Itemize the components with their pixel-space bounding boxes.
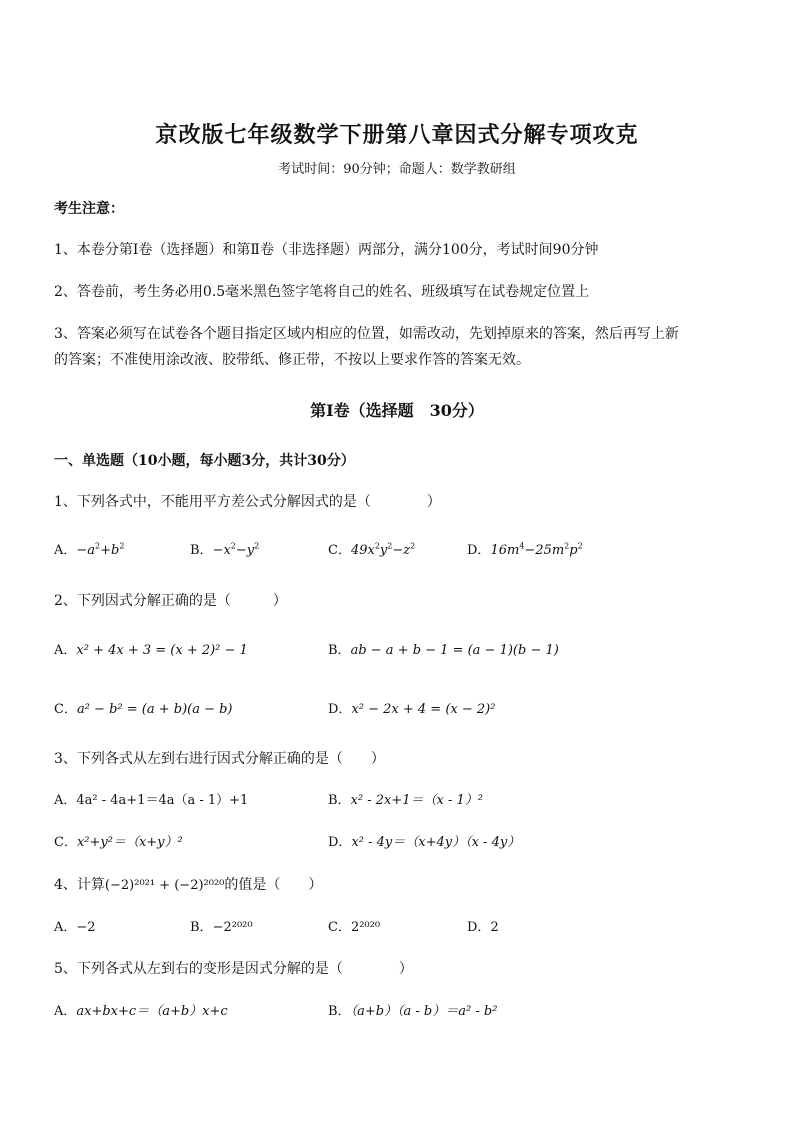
q4-option-b: B．−2²⁰²⁰ — [190, 920, 253, 935]
notice-item-2: 2、答卷前，考生务必用0.5毫米黑色签字笔将自己的姓名、班级填写在试卷规定位置上 — [54, 284, 590, 300]
q2-option-c: C．a² − b² = (a + b)(a − b) — [54, 702, 233, 717]
page-title: 京改版七年级数学下册第八章因式分解专项攻克 — [155, 122, 639, 148]
part-title: 一、单选题（10小题，每小题3分，共计30分） — [54, 453, 355, 469]
q3-option-a: A．4a² - 4a+1＝4a（a - 1）+1 — [54, 793, 249, 808]
question-3-stem: 3、下列各式从左到右进行因式分解正确的是（ ） — [54, 751, 385, 767]
question-4-stem: 4、计算(−2)²⁰²¹ + (−2)²⁰²⁰的值是（ ） — [54, 877, 323, 893]
question-2-stem: 2、下列因式分解正确的是（ ） — [54, 593, 287, 609]
q1-option-d: D．$16m^4-25m^2p^2$ — [467, 541, 583, 558]
q2-option-b: B．ab − a + b − 1 = (a − 1)(b − 1) — [328, 643, 559, 658]
q2-option-d: D．x² − 2x + 4 = (x − 2)² — [328, 702, 496, 717]
q4-option-d: D．2 — [467, 920, 499, 935]
q3-option-c: C．x²+y²＝（x+y）² — [54, 835, 183, 850]
notice-heading: 考生注意： — [54, 201, 124, 217]
notice-item-3-cont: 的答案；不准使用涂改液、胶带纸、修正带，不按以上要求作答的答案无效。 — [54, 352, 530, 368]
notice-item-3: 3、答案必须写在试卷各个题目指定区域内相应的位置，如需改动，先划掉原来的答案，然后再写上新 — [54, 326, 679, 342]
q1-option-a: A．$-a^2+b^2$ — [54, 541, 125, 558]
q2-option-a: A．x² + 4x + 3 = (x + 2)² − 1 — [54, 643, 248, 658]
q1-option-c: C．$49x^2y^2-z^2$ — [328, 541, 416, 558]
section-title: 第Ⅰ卷（选择题 30分） — [310, 401, 484, 420]
q5-option-a: A．ax+bx+c＝（a+b）x+c — [54, 1004, 228, 1019]
q1-option-b: B．$-x^2-y^2$ — [190, 541, 260, 558]
q5-option-b: B．（a+b）（a - b）＝a² - b² — [328, 1004, 498, 1019]
notice-item-1: 1、本卷分第Ⅰ卷（选择题）和第Ⅱ卷（非选择题）两部分，满分100分，考试时间90分钟 — [54, 242, 599, 258]
question-5-stem: 5、下列各式从左到右的变形是因式分解的是（ ） — [54, 961, 413, 977]
q4-option-a: A．−2 — [54, 920, 96, 935]
question-1-stem: 1、下列各式中，不能用平方差公式分解因式的是（ ） — [54, 494, 441, 510]
exam-info: 考试时间：90分钟；命题人：数学教研组 — [278, 162, 516, 177]
q3-option-b: B．x² - 2x+1＝（x - 1）² — [328, 793, 484, 808]
q4-option-c: C．2²⁰²⁰ — [328, 920, 381, 935]
q3-option-d: D．x² - 4y＝（x+4y）（x - 4y） — [328, 835, 521, 850]
